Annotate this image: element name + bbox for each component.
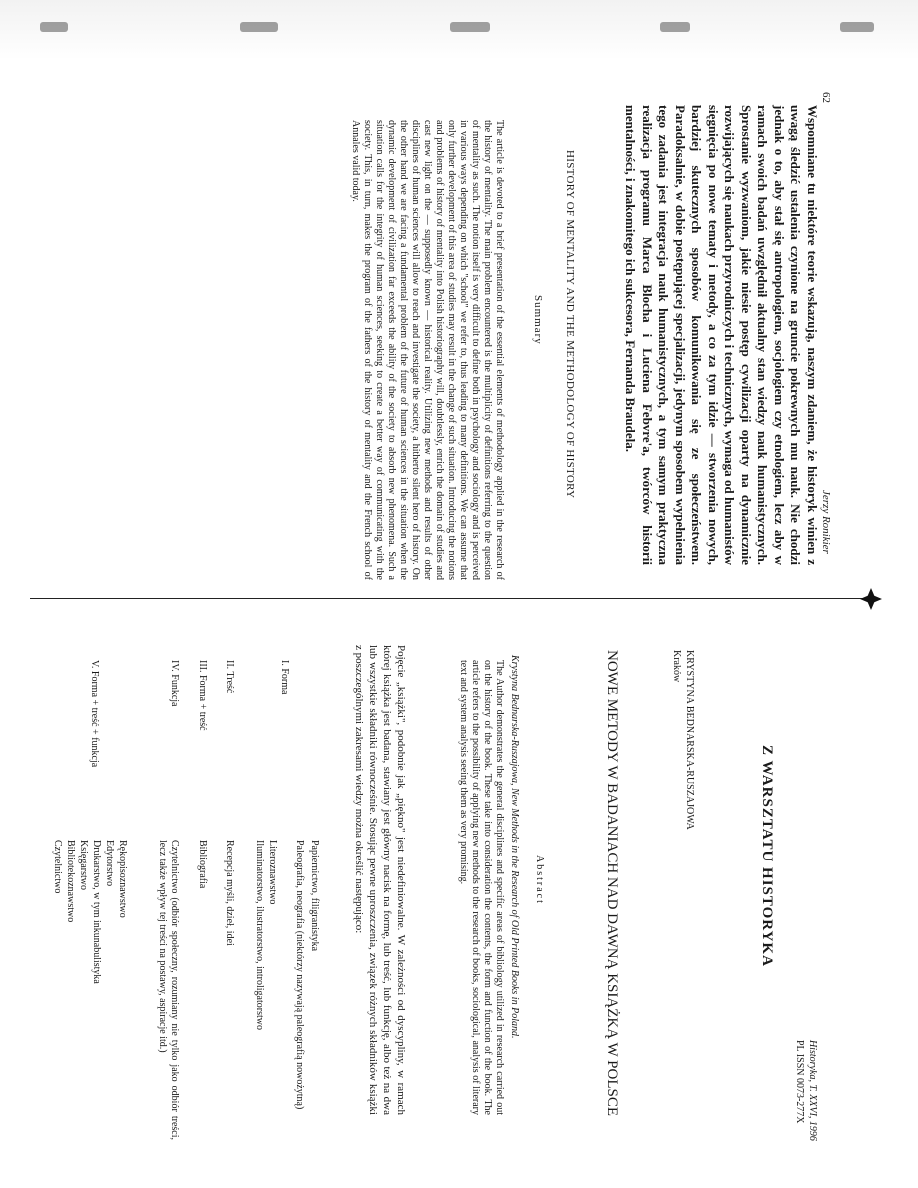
- table-label: II. Treść: [224, 660, 235, 694]
- table-entry: Bibliografia: [197, 840, 208, 889]
- summary-title: HISTORY OF MENTALITY AND THE METHODOLOGY OF HISTORY: [564, 150, 576, 499]
- scan-speck: [660, 22, 690, 32]
- table-entry: Iluminatorstwo, ilustratorstwo, introligatorstwo: [254, 840, 265, 1030]
- abstract-paragraph: The Author demonstrates the general disciplines and specific areas of bibliology utilized in research carried out on the history of the book. These take into consideration the contents, the form and function of the book. The article refers to the possibility of applying new methods to the research of books, sociological, analysis of literary text and system analysis seeing them as very promising.: [458, 660, 505, 1115]
- page-number: 62: [820, 92, 832, 103]
- journal-reference: Historyka, T. XXVI, 1996: [807, 1040, 818, 1141]
- intro-paragraph: Pojęcie „książki", podobnie jak „piękno" jest niedefiniowalne. W zależności od dyscypliny, w ramach której książka jest badana, stawiany jest główny nacisk na formę, lub treść, lub funkcję, albo też na dwa lub wszystkie składniki równocześnie. Stosując pewne uproszczenia, związek różnych składników książki z poszczególnymi zakresami wiedzy można określić następująco:: [353, 645, 407, 1115]
- author-name: KRYSTYNA BEDNARSKA-RUSZAJOWA: [684, 650, 695, 830]
- table-entry: Papiernictwo, filigranistyka: [309, 840, 320, 952]
- article-title: NOWE METODY W BADANIACH NAD DAWNĄ KSIĄŻKĄ W POLSCE: [604, 650, 620, 1117]
- table-entry: Drukarstwo, w tym inkunabulistyka: [91, 840, 102, 984]
- scan-speck: [840, 22, 874, 32]
- table-entry: Czytelnictwo (odbiór społeczny, rozumiany nie tylko jako odbiór treści, lecz także wpływ tej treści na postawy, aspiracje itd.): [157, 840, 180, 1140]
- summary-heading: Summary: [532, 295, 544, 345]
- table-entry: Czytelnictwo: [52, 840, 63, 894]
- abstract-citation: Krystyna Bednarska-Ruszajowa, New Methods in the Research of Old Printed Books in Poland.: [509, 655, 520, 1039]
- section-title: Z WARSZTATU HISTORYKA: [759, 745, 775, 967]
- table-label: III. Forma + treść: [197, 660, 208, 731]
- scan-speck: [450, 22, 490, 32]
- scan-speck: [40, 22, 68, 32]
- table-entry: Księgarstwo: [78, 840, 89, 890]
- table-label: IV. Funkcja: [169, 660, 180, 707]
- fold-mark: [860, 588, 882, 610]
- table-entry: Recepcja myśli, dzieł, idei: [224, 840, 235, 946]
- running-head: Jerzy Ronikier: [820, 490, 832, 554]
- table-entry: Edytorstwo: [104, 840, 115, 887]
- table-label: V. Forma + treść + funkcja: [89, 660, 100, 768]
- abstract-heading: Abstract: [534, 855, 545, 905]
- page-fold-line: [30, 598, 880, 599]
- summary-paragraph: The article is devoted to a brief presentation of the essential elements of methodology applied in the research of the history of mentality. The main problem encountered is the multiplicity of definitions referring to the question of mentality as such. The notion itself is very difficult to define both in psychology and sociology and is perceived in various ways depending on which "school" we refer to, thus leading to many definitions. We can assume that only further development of this area of studies may result in the change of such situation. Introducing the notions and problems of history of mentality into Polish historiography will, doubtlessly, enrich the domain of studies and cast new light on the — supposedly known — historical reality. Utilizing new methods and results of other disciplines of human sciences will allow to reach and investigate the society, a hitherto silent hero of history. On the other hand we are facing a fundamental problem of the future of human sciences in the situation when the dynamic development of civilization far exceeds the ability of the society to absorb new phenomena. Such a situation calls for the integrity of human sciences, seeking to create a better way of communicating with the society. This, in turn, makes the program of the fathers of the history of mentality and the French school of Annales valid today.: [350, 120, 505, 580]
- author-city: Kraków: [671, 650, 682, 683]
- table-label: I. Forma: [279, 660, 290, 695]
- scan-speck: [240, 22, 278, 32]
- issn-reference: PL ISSN 0073-277X: [794, 1040, 805, 1124]
- table-entry: Bibliotekoznawstwo: [65, 840, 76, 923]
- table-entry: Rękopisoznawstwo: [117, 840, 128, 918]
- table-entry: Paleografia, neografia (niektórzy nazywają paleografią nowożytną): [294, 840, 305, 1110]
- polish-paragraph: Wspomniane tu niektóre teorie wskazują, naszym zdaniem, że historyk winien z uwagą śledzić ustalenia czynione na gruncie pokrewnych mu nauk. Nie chodzi jednak o to, aby stał się antropologiem, socjologiem czy etnologiem, lecz aby w ramach swoich badań uwzględnił aktualny stan wiedzy nauk humanistycznych. Sprostanie wyzwaniom, jakie niesie postęp cywilizacji oparty na dynamicznie rozwijających się naukach przyrodniczych i technicznych, wymaga od humanistów sięgnięcia po nowe tematy i metody, a co za tym idzie — stworzenia nowych, bardziej skutecznych sposobów komunikowania się ze społeczeństwem. Paradoksalnie, w dobie postępującej specjalizacji, jedynym sposobem wypełnienia tego zadania jest integracja nauk humanistycznych, a tym samym praktyczna realizacja programu Marca Blocha i Luciena Febvre'a, twórców historii mentalności, i znakomitego ich sukcesora, Fernanda Braudela.: [623, 105, 820, 565]
- table-entry: Literoznawstwo: [267, 840, 278, 905]
